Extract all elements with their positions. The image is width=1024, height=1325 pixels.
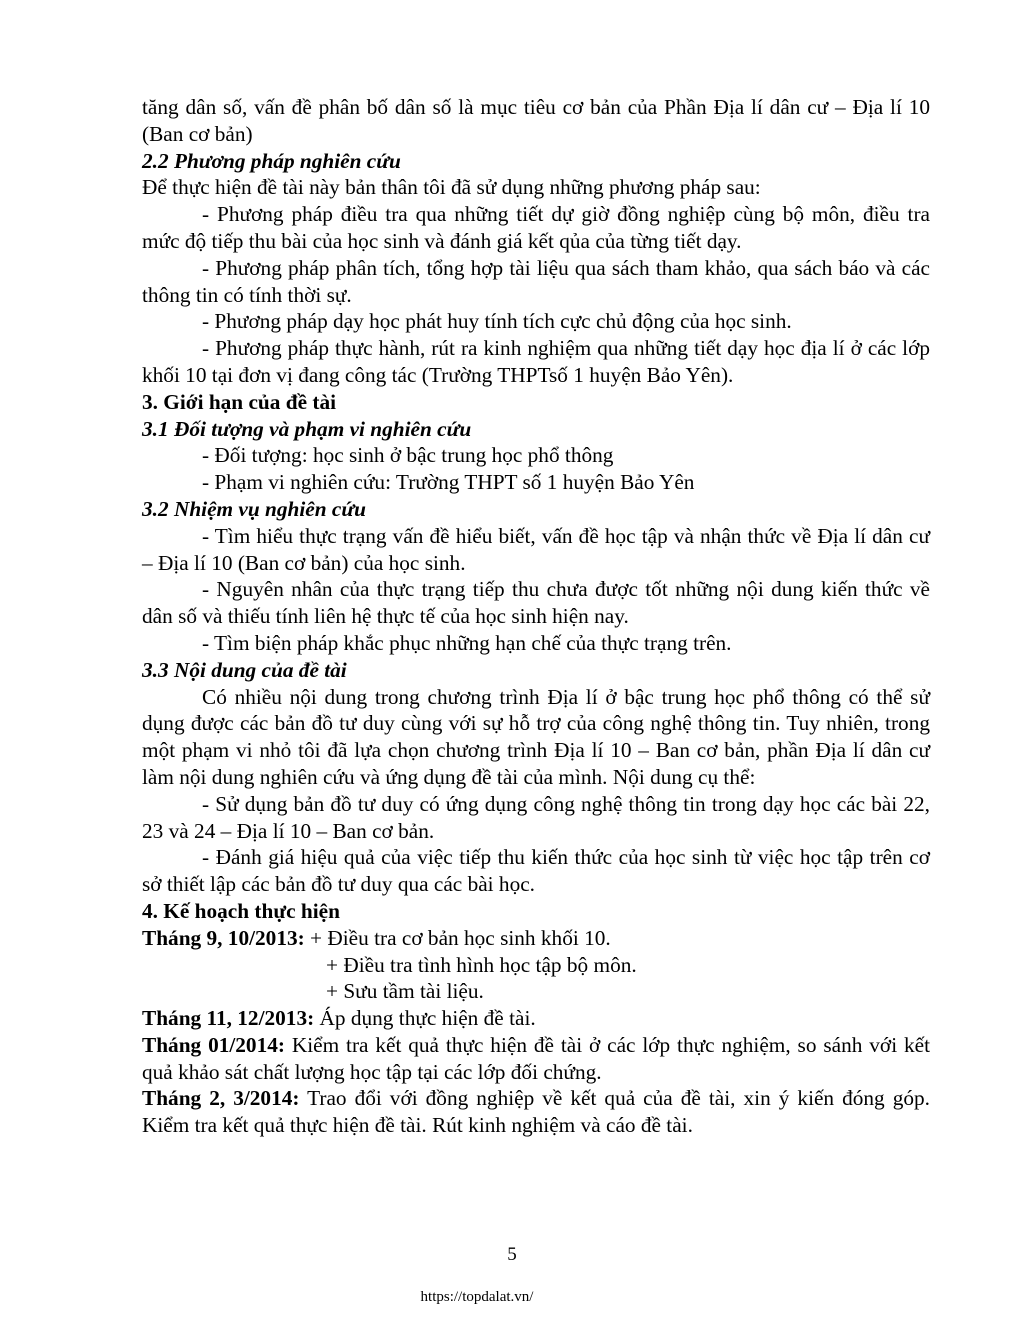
heading-3: 3. Giới hạn của đề tài xyxy=(142,389,337,414)
document-body xyxy=(142,94,930,1139)
heading-2-2: 2.2 Phương pháp nghiên cứu xyxy=(142,148,401,173)
source-url: https://topdalat.vn/ xyxy=(420,1289,534,1305)
method-item: - Phương pháp dạy học phát huy tính tích cực chủ động của học sinh. xyxy=(202,309,792,334)
content-item: - Sử dụng bản đồ tư duy có ứng dụng công nghệ thông tin trong dạy học các bài 22, 23 và 24 – Địa lí 10 – Ban cơ bản. xyxy=(142,791,930,843)
plan-date-label: Tháng 01/2014: xyxy=(142,1032,285,1057)
plan-row xyxy=(142,1032,930,1086)
plan-row xyxy=(142,925,930,952)
task-item: - Tìm hiểu thực trạng vấn đề hiểu biết, vấn đề học tập và nhận thức về Địa lí dân cư – Địa lí 10 (Ban cơ bản) của học sinh. xyxy=(142,523,930,575)
content-paragraph: Có nhiều nội dung trong chương trình Địa lí ở bậc trung học phổ thông có thể sử dụng được các bản đồ tư duy cùng với sự hỗ trợ của công nghệ thông tin. Tuy nhiên, trong một phạm vi nhỏ tôi đã lựa chọn chương trình Địa lí 10 – Ban cơ bản, phần Địa lí dân cư làm nội dung nghiên cứu và ứng dụng đề tài của mình. Nội dung cụ thể: xyxy=(142,684,930,789)
page-number: 5 xyxy=(507,1244,517,1265)
plan-text: + Điều tra tình hình học tập bộ môn. xyxy=(326,952,637,977)
paragraph-methods-intro: Để thực hiện đề tài này bản thân tôi đã sử dụng những phương pháp sau: xyxy=(142,175,761,200)
plan-row xyxy=(142,1005,930,1032)
content-item: - Đánh giá hiệu quả của việc tiếp thu kiến thức của học sinh từ việc học tập trên cơ sở thiết lập các bản đồ tư duy qua các bài học. xyxy=(142,845,930,897)
plan-text: Áp dụng thực hiện đề tài. xyxy=(314,1006,536,1031)
heading-4: 4. Kế hoạch thực hiện xyxy=(142,898,340,923)
task-item: - Nguyên nhân của thực trạng tiếp thu chưa được tốt những nội dung kiến thức về dân số và thiếu tính liên hệ thực tế của học sinh hiện nay. xyxy=(142,577,930,629)
heading-3-3: 3.3 Nội dung của đề tài xyxy=(142,657,347,682)
heading-3-1: 3.1 Đối tượng và phạm vi nghiên cứu xyxy=(142,416,472,441)
plan-row xyxy=(142,952,930,979)
method-item: - Phương pháp thực hành, rút ra kinh nghiệm qua những tiết dạy học địa lí ở các lớp khối 10 tại đơn vị đang công tác (Trường THPTsố 1 huyện Bảo Yên). xyxy=(142,336,930,387)
scope-item: - Đối tượng: học sinh ở bậc trung học phổ thông xyxy=(202,443,614,468)
plan-date-label: Tháng 2, 3/2014: xyxy=(142,1086,300,1111)
task-item: - Tìm biện pháp khắc phục những hạn chế của thực trạng trên. xyxy=(202,630,732,655)
plan-date-label: Tháng 11, 12/2013: xyxy=(142,1006,315,1031)
heading-3-2: 3.2 Nhiệm vụ nghiên cứu xyxy=(142,496,366,521)
plan-date-label: Tháng 9, 10/2013: xyxy=(142,925,305,950)
plan-row xyxy=(142,1085,930,1139)
method-item: - Phương pháp điều tra qua những tiết dự giờ đồng nghiệp cùng bộ môn, điều tra mức độ tiếp thu bài của học sinh và đánh giá kết qủa của từng tiết dạy. xyxy=(142,202,930,253)
plan-text: Trao đổi với đồng nghiệp về kết quả của đề tài, xin ý kiến đóng góp. Kiểm tra kết quả thực hiện đề tài. Rút kinh nghiệm và cáo đề tài. xyxy=(142,1086,930,1138)
plan-row xyxy=(142,978,930,1005)
method-item: - Phương pháp phân tích, tổng hợp tài liệu qua sách tham khảo, qua sách báo và các thông tin có tính thời sự. xyxy=(142,255,930,307)
plan-text: Kiểm tra kết quả thực hiện đề tài ở các lớp thực nghiệm, so sánh với kết quả khảo sát chất lượng học tập tại các lớp đối chứng. xyxy=(142,1032,930,1084)
scope-item: - Phạm vi nghiên cứu: Trường THPT số 1 huyện Bảo Yên xyxy=(202,470,695,495)
paragraph-intro: tăng dân số, vấn đề phân bố dân số là mục tiêu cơ bản của Phần Địa lí dân cư – Địa lí 10 (Ban cơ bản) xyxy=(142,95,930,146)
plan-text: + Sưu tầm tài liệu. xyxy=(326,979,484,1004)
plan-text: + Điều tra cơ bản học sinh khối 10. xyxy=(304,925,611,950)
